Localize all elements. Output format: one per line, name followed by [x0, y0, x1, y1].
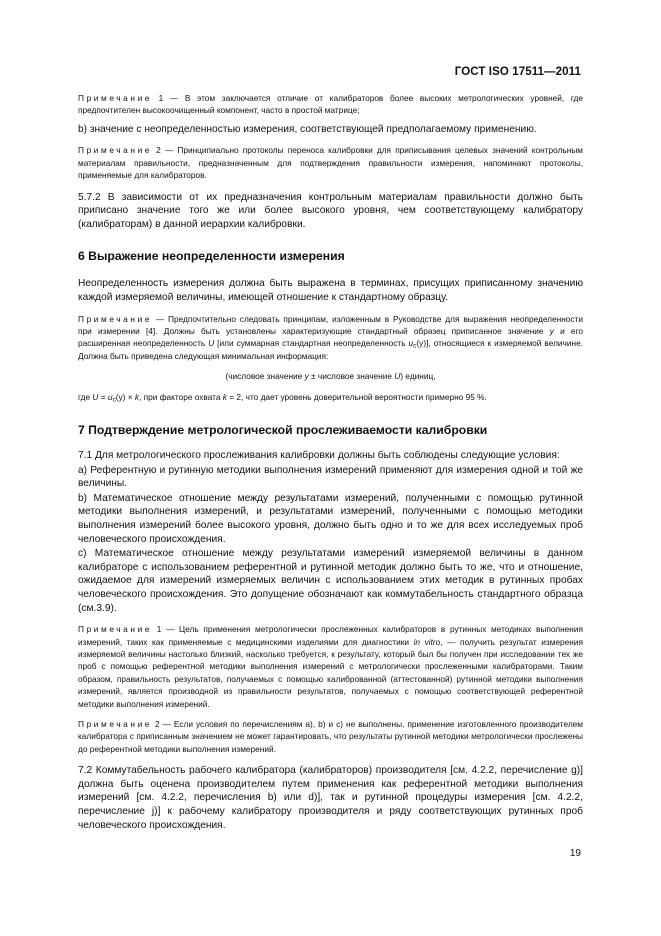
symbol-k: k: [134, 391, 140, 402]
note-text: 1 — Цель применения метрологически прослеженных калибраторов в рутинных методиках выполнения измерений, таких как применяемые с медицинскими изделиями для диагностики: [78, 624, 583, 647]
symbol-u: u: [107, 391, 113, 402]
subscript-c: c: [413, 342, 417, 350]
symbol-u: u: [408, 338, 414, 349]
symbol-y: y: [549, 326, 554, 336]
note-label: Примечание: [78, 719, 153, 729]
note-label: Примечание: [78, 624, 153, 635]
note-text: , — получить результат измерения измеряемой величины настолько близкий, насколько требуется, к результату, который был бы получен при исследовании тех же проб с помощью референтной методики выполнения измерений с метрологически прослеженными калибраторами. Таким образом, правильность результатов, получаемых с помощью калиброванной (аттестованной) рутинной методики выполнения измерений, является производной из правильности результатов, получаемых с помощью соответствующей референтной методики выполнения измерений.: [78, 636, 583, 709]
where-text: = 2, что дает уровень доверительной вероятности примерно 95 %.: [226, 391, 487, 402]
note-label: Примечание: [78, 145, 153, 156]
formula-text: ) единиц,: [400, 371, 436, 382]
paragraph-6: Неопределенность измерения должна быть выражена в терминах, присущих приписанному значению каждой измеряемой величины, имеющей отношение к стандартному образцу.: [78, 278, 583, 303]
note-text: 2 — Если условия по перечислениям a), b) и c) не выполнены, применение изготовленного производителем калибратора с приписанным значением не может гарантировать, что результаты рутинной методики метрологически прослежены до референтной методики выполнения измерений.: [78, 719, 583, 754]
formula-text: ± числовое значение: [308, 371, 395, 382]
section-heading-6: 6 Выражение неопределенности измерения: [78, 249, 345, 264]
note-text: [или суммарная стандартная неопределенность: [214, 338, 409, 349]
note-label: Примечание: [78, 93, 153, 103]
paragraph-7-1: 7.1 Для метрологического прослеживания калибровки должны быть соблюдены следующие условия:: [78, 450, 560, 462]
in-vitro-text: in vitro: [413, 636, 441, 647]
section-heading-7: 7 Подтверждение метрологической прослеживаемости калибровки: [78, 423, 488, 438]
paragraph-5-7-2: 5.7.2 В зависимости от их предназначения контрольным материалам правильности должно быть приписано значение того же или более высокого уровня, чем соответствующему калибратору (калибраторам) в данной иерархии калибровки.: [78, 191, 583, 230]
subscript-c: c: [112, 396, 116, 404]
where-text: (y) ×: [115, 391, 135, 402]
symbol-U: U: [394, 371, 401, 382]
note-2: [78, 144, 583, 181]
document-header: ГОСТ ISO 17511—2011: [454, 66, 581, 78]
paragraph-7-1-a: a) Референтную и рутинную методики выполнения измерений применяют для измерения одной и той же величины.: [78, 464, 583, 490]
note-7-1-1: [78, 623, 583, 710]
note-1: [78, 92, 583, 117]
note-text: 2 — Принципиально протоколы переноса калибровки для приписывания целевых значений контрольным материалам правильности, предназначенным для подтверждения правильности измерения, напоминают протоколы, применяемые для калибраторов.: [78, 145, 583, 181]
note-text: — Предпочтительно следовать принципам, изложенным в Руководстве для выражения неопределенности при измерении [4]. Должны быть установлены характеризующие стандартный образец приписанное значение: [78, 313, 583, 336]
note-label: Примечание: [78, 313, 153, 324]
where-text: где: [78, 391, 93, 402]
page-number: 19: [569, 848, 581, 859]
item-b: b) значение с неопределенностью измерения, соответствующей предполагаемому применению.: [78, 123, 537, 135]
symbol-U: U: [92, 391, 99, 402]
note-6: [78, 313, 583, 363]
where-line: [78, 391, 583, 403]
symbol-y: y: [304, 371, 309, 382]
formula-text: (числовое значение: [225, 371, 305, 382]
note-text: 1 — В этом заключается отличие от калибраторов более высоких метрологических уровней, где предпочтителен высокоочищенный компонент, часто в простой матрице;: [78, 93, 583, 116]
note-7-1-2: [78, 718, 583, 755]
note-text: (y)], относящиеся к измеряемой величине. Должна быть приведена следующая минимальная информация:: [78, 338, 584, 361]
symbol-k: k: [222, 391, 227, 402]
page-content: [78, 92, 583, 832]
formula-line: [78, 370, 583, 382]
paragraph-7-1-b: b) Математическое отношение между результатами измерений, полученными с помощью рутинной методики выполнения измерений, и результатами измерений, полученными с помощью методики выполнения измерений более высокого уровня, должно быть одно и то же для всех исследуемых проб человеческого происхождения.: [78, 492, 583, 545]
where-text: =: [98, 391, 108, 402]
paragraph-7-2: 7.2 Коммутабельность рабочего калибратора (калибраторов) производителя [см. 4.2.2, перечисление g)] должна быть оценена производителем путем применения как референтной методики выполнения измерений [см. 4.2.2, перечисления b) или d)], так и рутинной процедуры измерения [см. 4.2.2, перечисление j)] к рабочему калибратору производителя и ряду соответствующих рутинных проб человеческого происхождения.: [78, 765, 583, 831]
paragraph-7-1-c: c) Математическое отношение между результатами измерений измеряемой величины в данном калибраторе с использованием референтной и рутинной методик должно быть то же, что и отношение, ожидаемое для измерений измеряемых величин с использованием этих методик в рутинных пробах человеческого происхождения. Это допущение обозначают как коммутабельность стандартного образца (см.3.9).: [78, 548, 583, 614]
note-text: и его расширенная неопределенность: [78, 326, 583, 349]
where-text: , при факторе охвата: [139, 391, 223, 402]
symbol-U: U: [208, 338, 215, 349]
